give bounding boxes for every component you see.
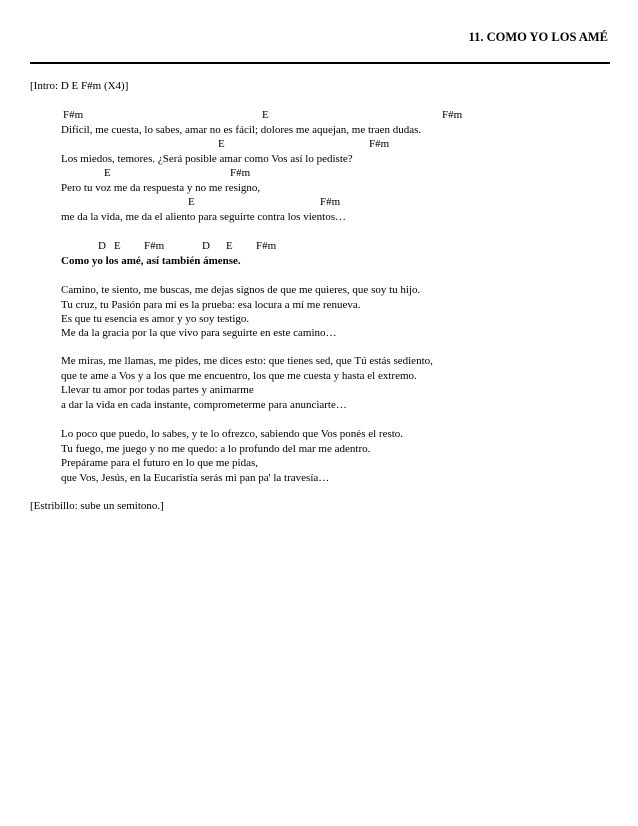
chord: E: [114, 240, 121, 252]
chord-row: [0, 109, 600, 122]
chord: E: [218, 138, 225, 150]
lyric-line: Tu fuego, me juego y no me quedo: a lo profundo del mar me adentro.: [61, 443, 371, 455]
chorus-line: Como yo los amé, así también ámense.: [61, 255, 241, 267]
chord: F#m: [144, 240, 165, 252]
chord: D: [202, 240, 210, 252]
chord-row: [0, 138, 600, 151]
outro-note: [Estribillo: sube un semitono.]: [30, 500, 164, 512]
lyric-line: Camino, te siento, me buscas, me dejas signos de que me quieres, que soy tu hijo.: [61, 284, 421, 296]
lyric-line: Lo poco que puedo, lo sabes, y te lo ofrezco, sabiendo que Vos ponés el resto.: [61, 428, 404, 440]
lyric-line: que Vos, Jesús, en la Eucaristía serás mi pan pa' la travesía…: [61, 472, 330, 484]
chord: E: [188, 196, 195, 208]
lyric-line: Me miras, me llamas, me pides, me dices esto: que tienes sed, que Tú estás sediento,: [61, 355, 433, 367]
intro-line: [Intro: D E F#m (X4)]: [30, 80, 129, 92]
lyric-line: Tu cruz, tu Pasión para mí es la prueba: esa locura a mí me renueva.: [61, 299, 361, 311]
chord: F#m: [230, 167, 251, 179]
lyric-line: Prepárame para el futuro en lo que me pidas,: [61, 457, 259, 469]
lyric-line: Llevar tu amor por todas partes y animarme: [61, 384, 254, 396]
lyric-line: Es que tu esencia es amor y yo soy testigo.: [61, 313, 250, 325]
chord: E: [104, 167, 111, 179]
chord-row: [0, 196, 600, 209]
chord: E: [262, 109, 269, 121]
chord: F#m: [256, 240, 277, 252]
chord: F#m: [63, 109, 84, 121]
lyric-line: a dar la vida en cada instante, comprometerme para anunciarte…: [61, 399, 347, 411]
chord: E: [226, 240, 233, 252]
lyric-line: Los miedos, temores. ¿Será posible amar como Vos así lo pediste?: [61, 153, 353, 165]
chord: F#m: [442, 109, 463, 121]
chord: D: [98, 240, 106, 252]
chord-row: [0, 167, 600, 180]
lyric-line: Difícil, me cuesta, lo sabes, amar no es fácil; dolores me aquejan, me traen dudas.: [61, 124, 422, 136]
lyric-line: que te ame a Vos y a los que me encuentro, los que me cuesta y hasta el extremo.: [61, 370, 417, 382]
chord-row: [0, 240, 600, 253]
chord: F#m: [369, 138, 390, 150]
title-divider: [30, 62, 610, 64]
lyric-line: me da la vida, me da el aliento para seguirte contra los vientos…: [61, 211, 346, 223]
lyric-line: Pero tu voz me da respuesta y no me resigno,: [61, 182, 261, 194]
chord: F#m: [320, 196, 341, 208]
lyric-line: Me da la gracia por la que vivo para seguirte en este camino…: [61, 327, 337, 339]
page-title: 11. COMO YO LOS AMÉ: [468, 30, 608, 44]
